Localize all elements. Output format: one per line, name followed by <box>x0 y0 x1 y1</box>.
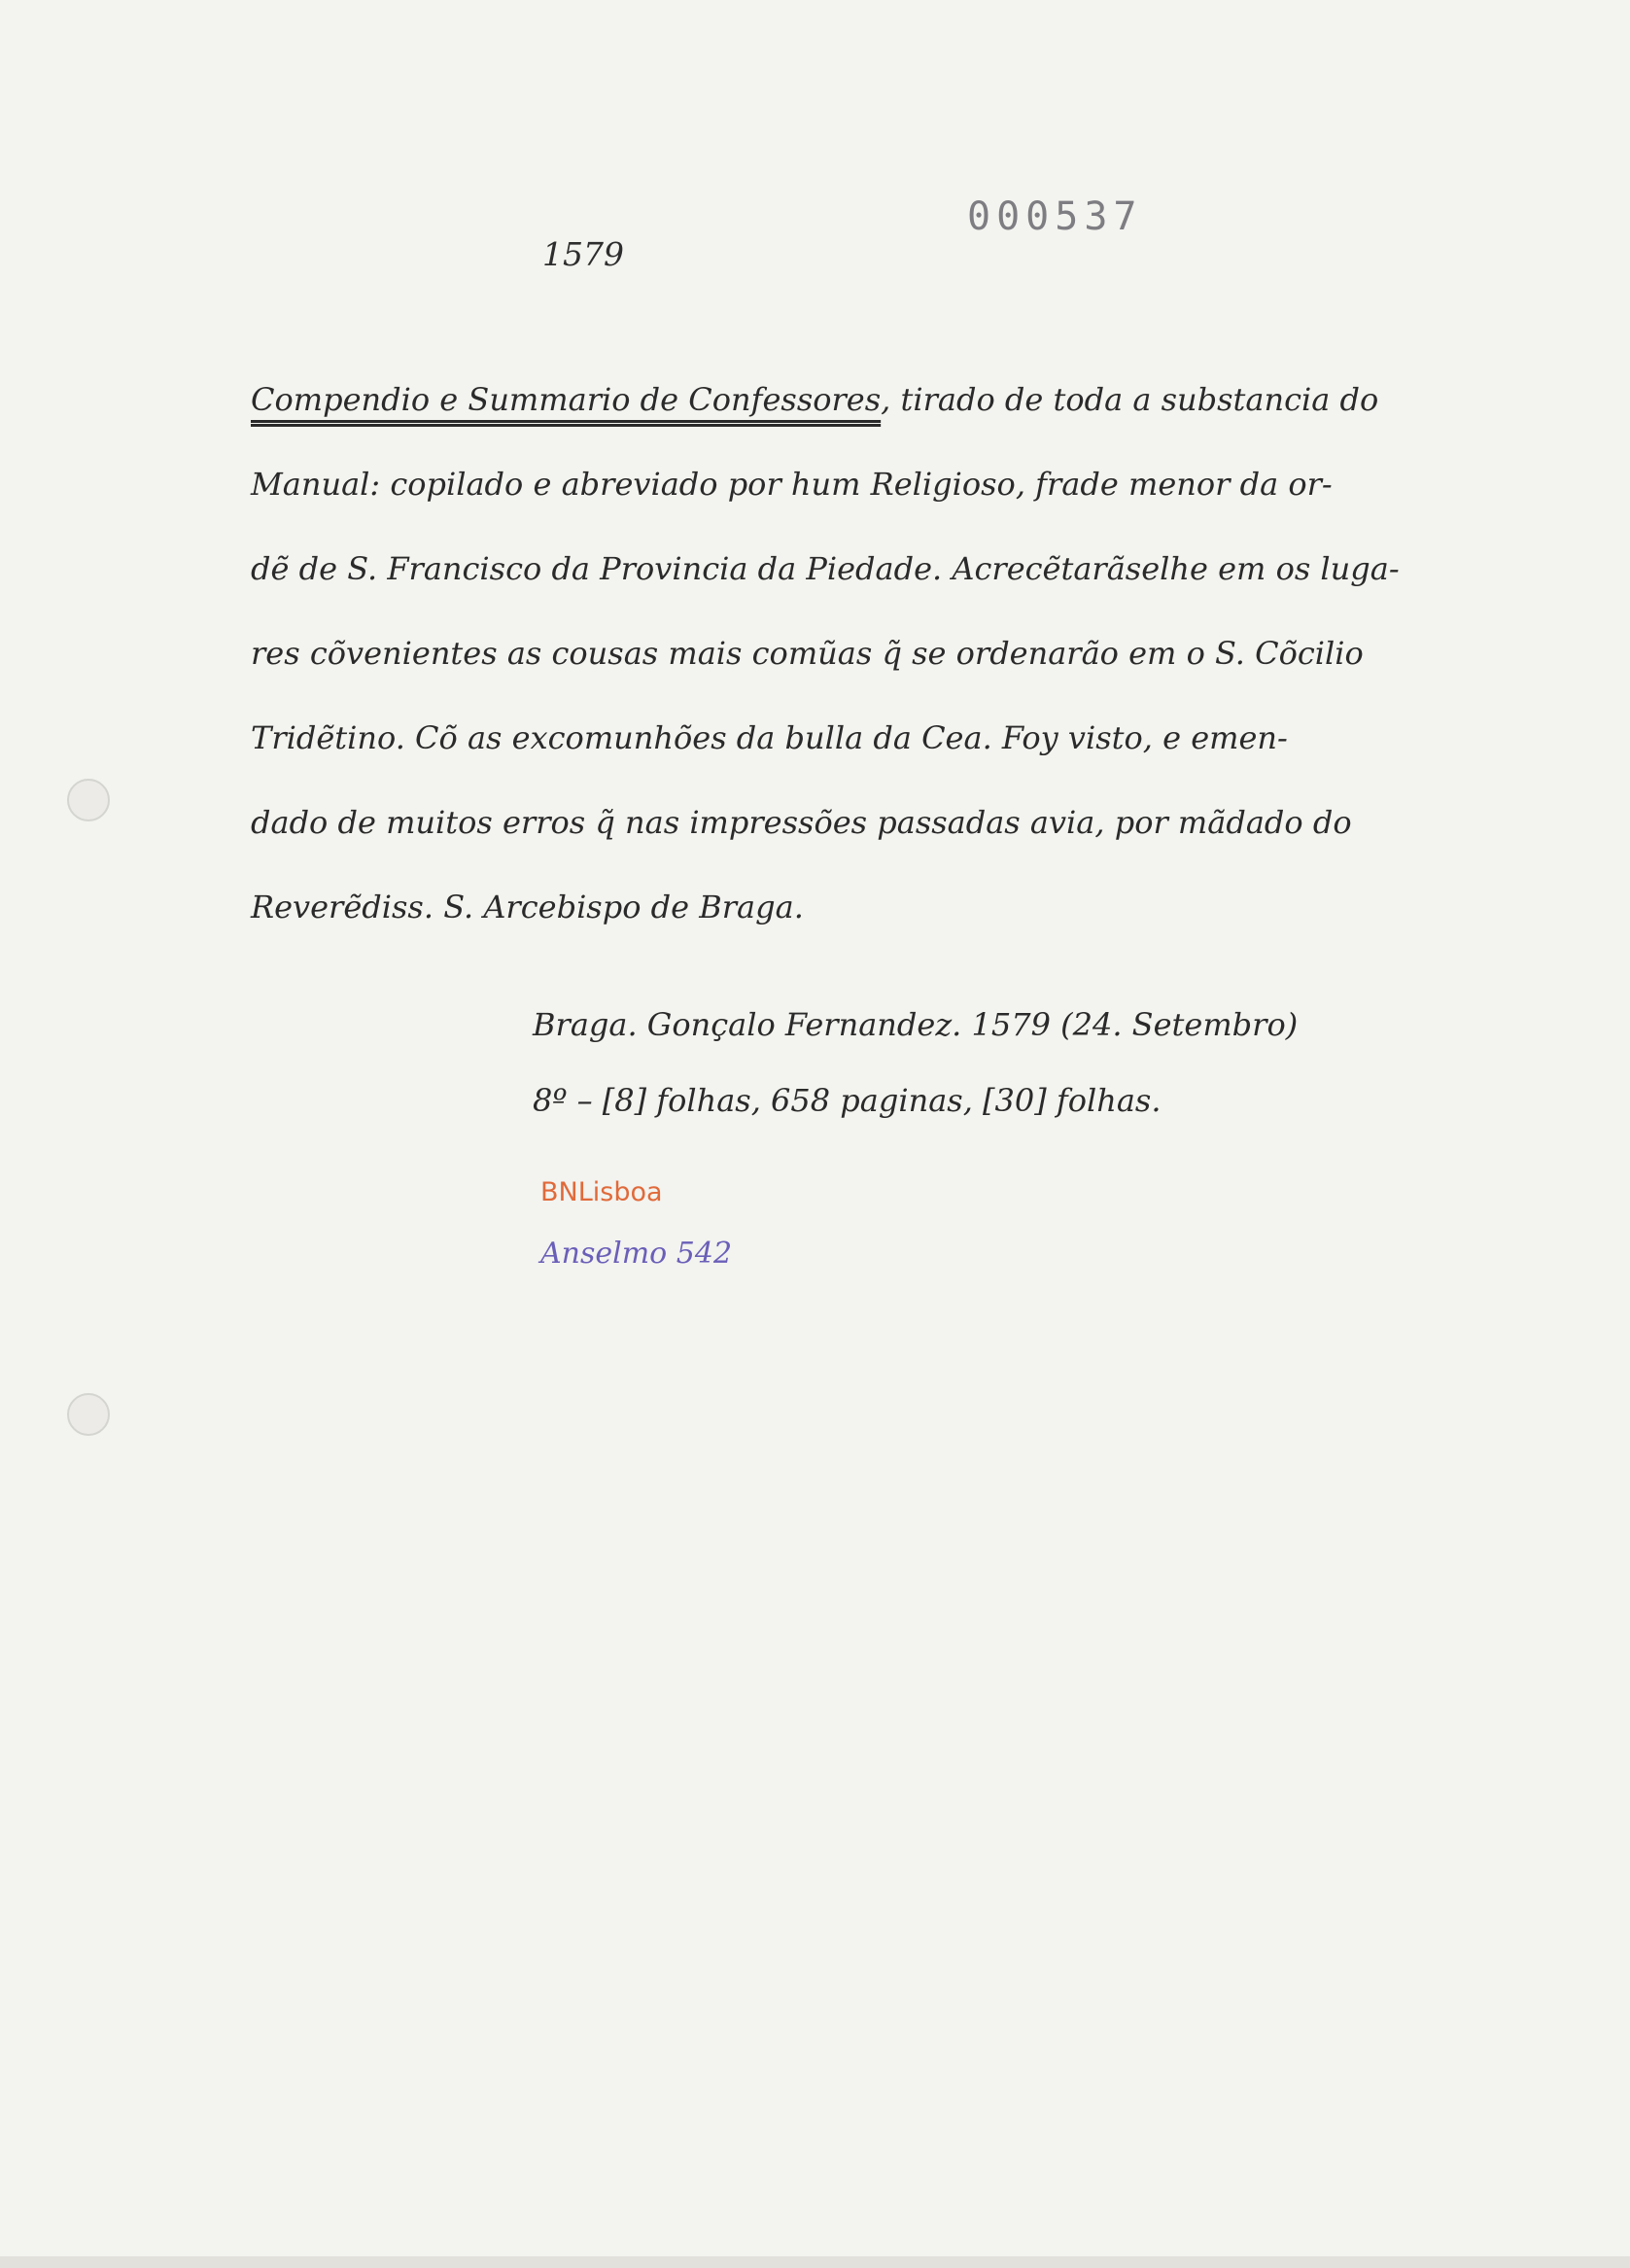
collation-line: 8º – [8] folhas, 658 paginas, [30] folhas. <box>533 1082 1162 1119</box>
year-heading: 1579 <box>542 235 624 273</box>
title-description <box>251 358 1466 950</box>
description-line-6: dado de muitos erros q̃ nas impressões passadas avia, por mãdado do <box>251 804 1352 841</box>
holding-library: BNLisboa <box>540 1177 663 1207</box>
publication-line: Braga. Gonçalo Fernandez. 1579 (24. Setembro) <box>533 1006 1299 1043</box>
description-line-3: dẽ de S. Francisco da Provincia da Piedade. Acrecẽtarãselhe em os luga- <box>251 550 1400 587</box>
bibliographic-reference: Anselmo 542 <box>540 1237 733 1271</box>
description-line-2: Manual: copilado e abreviado por hum Religioso, frade menor da or- <box>251 466 1333 503</box>
description-line-4: res cõvenientes as cousas mais comũas q̃ se ordenarão em o S. Cõcilio <box>251 635 1364 672</box>
page-edge <box>0 2256 1630 2268</box>
description-line-1-rest: , tirado de toda a substancia do <box>881 381 1379 418</box>
description-line-7: Reverẽdiss. S. Arcebispo de Braga. <box>251 889 804 925</box>
punch-hole <box>67 1393 110 1436</box>
imprint-block <box>533 987 1298 1138</box>
description-line-5: Tridẽtino. Cõ as excomunhões da bulla da Cea. Foy visto, e emen- <box>251 719 1288 756</box>
punch-hole <box>67 779 110 821</box>
description-line-1 <box>251 358 1466 442</box>
stamp-number: 000537 <box>967 194 1143 239</box>
book-title: Compendio e Summario de Confessores <box>251 381 882 418</box>
